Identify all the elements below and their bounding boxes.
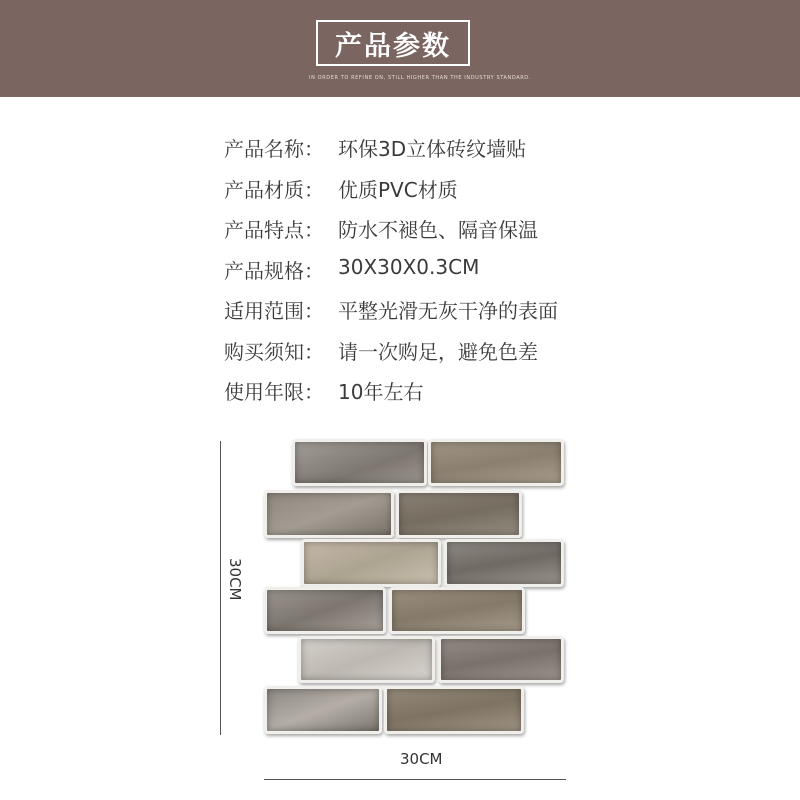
brick-tile bbox=[264, 587, 386, 634]
spec-label: 产品特点： bbox=[224, 218, 324, 242]
spec-label: 使用年限： bbox=[224, 380, 324, 404]
spec-value: 30X30X0.3CM bbox=[338, 254, 480, 279]
brick-tile bbox=[264, 490, 394, 538]
brick-tile bbox=[396, 490, 522, 538]
brick-tile bbox=[384, 686, 524, 734]
brick-tile bbox=[428, 439, 564, 486]
width-dimension-label: 30CM bbox=[400, 750, 443, 768]
brick-tile bbox=[264, 686, 382, 734]
spec-value: 请一次购足，避免色差 bbox=[338, 339, 538, 364]
spec-value: 环保3D立体砖纹墙贴 bbox=[338, 137, 527, 161]
brick-tile bbox=[298, 636, 435, 683]
spec-label: 产品规格： bbox=[224, 258, 324, 283]
spec-value: 平整光滑无灰干净的表面 bbox=[338, 299, 558, 323]
spec-label: 购买须知： bbox=[224, 339, 324, 364]
spec-label: 产品名称： bbox=[224, 137, 324, 161]
spec-label: 产品材质： bbox=[224, 177, 324, 202]
height-dimension-label: 30CM bbox=[226, 558, 244, 601]
header-subtitle: IN ORDER TO REFINE ON, STILL HIGHER THAN THE INDUSTRY STANDARD. bbox=[309, 75, 531, 81]
brick-tile bbox=[438, 636, 564, 683]
brick-tile bbox=[389, 587, 525, 634]
spec-label: 适用范围： bbox=[224, 299, 324, 323]
brick-tile bbox=[292, 439, 427, 486]
brick-tile bbox=[301, 539, 441, 587]
brick-tile bbox=[444, 539, 564, 587]
spec-value: 10年左右 bbox=[338, 380, 424, 404]
spec-value: 防水不褪色、隔音保温 bbox=[338, 218, 538, 242]
page-title: 产品参数 bbox=[316, 20, 470, 66]
spec-value: 优质PVC材质 bbox=[338, 177, 458, 202]
